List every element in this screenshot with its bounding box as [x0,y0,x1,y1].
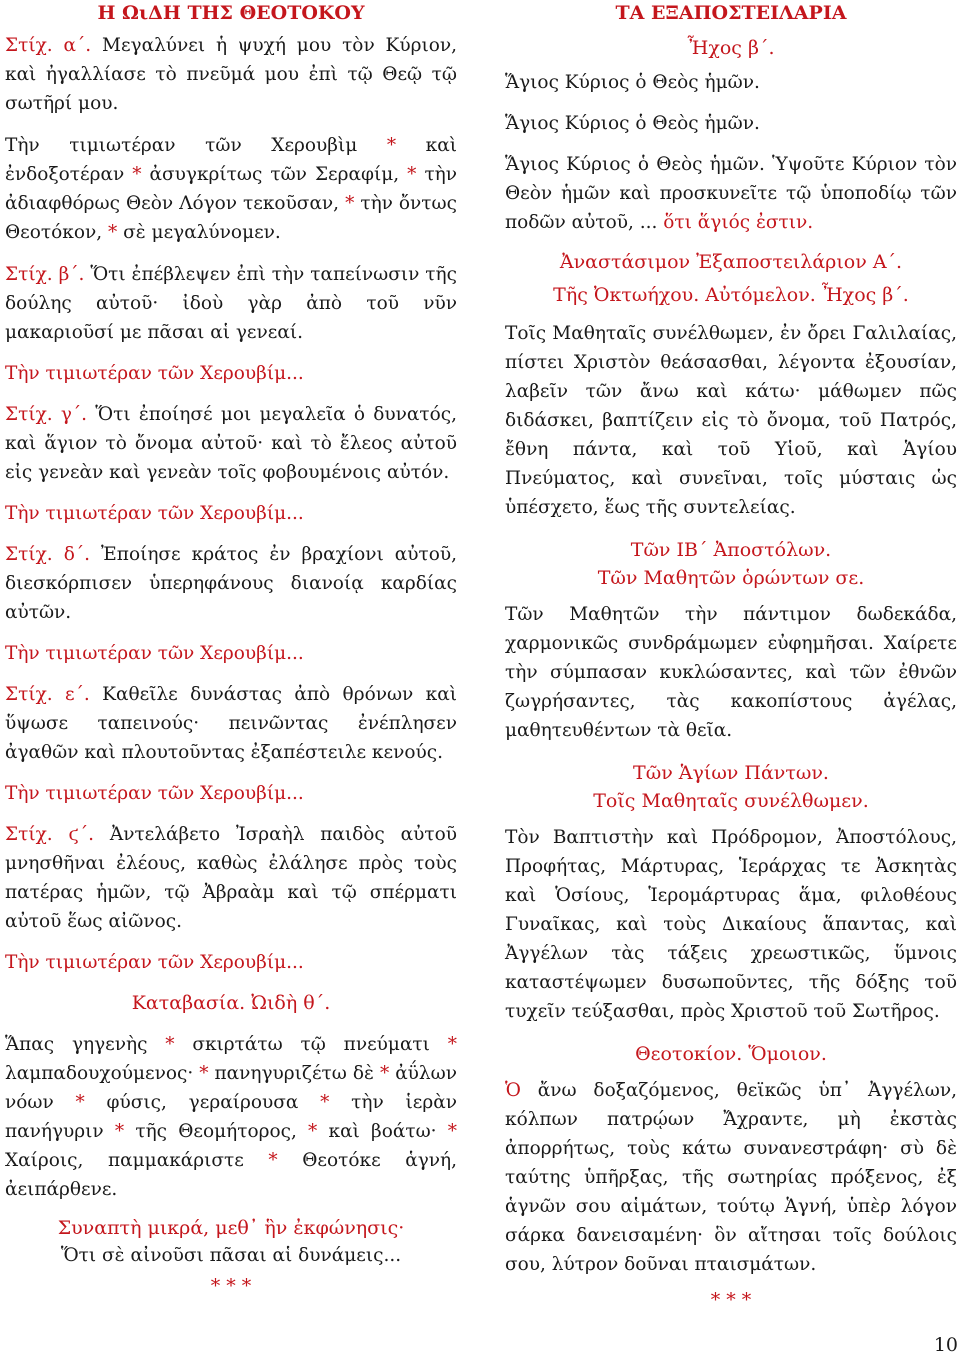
verse-4-label: Στίχ. δ΄. [5,544,90,565]
refrain-star: * [132,164,142,185]
verse-2-label: Στίχ. β΄. [5,264,85,285]
katavasia-star: * [114,1121,125,1142]
katavasia-star: * [447,1121,457,1142]
refrain-star: * [407,164,417,185]
katavasia-part: Θεοτόκε ἁγνή, ἀειπάρθενε. [5,1150,457,1200]
verse-6-label: Στίχ. ϛ΄. [5,824,94,845]
katavasia-part: σκιρτάτω τῷ πνεύματι [174,1034,448,1055]
katavasia-part: πανηγυριζέτω δὲ [208,1063,380,1084]
verse-6 [5,820,457,936]
katavasia-star: * [447,1034,457,1055]
page-number: 10 [933,1334,958,1356]
verse-5 [5,680,457,767]
page-title-right: ΤΑ ΕΞΑΠΟΣΤΕΙΛΑΡΙΑ [615,2,847,24]
verse-2 [5,260,457,347]
refrain-star: * [345,193,355,214]
katavasia-title: Καταβασία. Ὠιδὴ θ΄. [131,992,331,1014]
refrain-short-2: Τὴν τιμιωτέραν τῶν Χερουβίμ... [5,363,304,384]
katavasia-star: * [379,1063,390,1084]
verse-5-label: Στίχ. ε΄. [5,684,90,705]
katavasia-part: τὴν ἱερὰν πανήγυριν [5,1092,457,1142]
refrain-short-6: Τὴν τιμιωτέραν τῶν Χερουβίμ... [5,952,304,973]
refrain-part: ἀσυγκρίτως τῶν Σεραφίμ, [141,164,408,185]
apostles-text: Τῶν Μαθητῶν τὴν πάντιμον δωδεκάδα, χαρμονικῶς συνδράμωμεν εὐφημῆσαι. Χαίρετε τὴν σύμπασαν κυκλώσαντες, καὶ τῶν ἐθνῶν ζωγρήσαντες, τὰς κακοπίστους ἀγέλας, μαθητευθέντων τὰ θεῖα. [505,604,957,741]
verse-3-text: Ὅτι ἐποίησέ μοι μεγαλεῖα ὁ δυνατός, καὶ ἅγιον τὸ ὄνομα αὐτοῦ· καὶ τὸ ἔλεος αὐτοῦ εἰς γενεὰν καὶ γενεὰν τοῖς φοβουμένοις αὐτόν. [5,404,457,483]
agios-line-2: Ἅγιος Κύριος ὁ Θεὸς ἡμῶν. [505,113,760,134]
agios-line-1: Ἅγιος Κύριος ὁ Θεὸς ἡμῶν. [505,72,760,93]
katavasia-part: Ἅπας γηγενὴς [5,1034,166,1055]
refrain-short-4: Τὴν τιμιωτέραν τῶν Χερουβίμ... [5,643,304,664]
refrain-star: * [107,222,118,243]
exapostilarion-text: Τοῖς Μαθηταῖς συνέλθωμεν, ἐν ὄρει Γαλιλαίας, πίστει Χριστὸν θεάσασθαι, λέγοντα ἐξουσίαν, λαβεῖν τῶν ἄνω καὶ κάτω· μάθωμεν πῶς διδάσκει, βαπτίζειν εἰς τὸ ὄνομα, τοῦ Πατρός, ἔθνη πάντα, καὶ τοῦ Υἱοῦ, καὶ Ἁγίου Πνεύματος, καὶ συνεῖναι, τοῖς μύσταις ὡς ὑπέσχετο, ἕως τῆς συντελείας. [505,323,957,518]
katavasia-part: Χαίροις, παμμακάριστε [5,1150,269,1171]
refrain-part: καὶ ἐνδοξοτέραν [5,135,457,185]
page-title-left: Η ΩιΔΗ ΤΗΣ ΘΕΟΤΟΚΟΥ [97,2,365,24]
katavasia-part: φύσις, γεραίρουσα [84,1092,321,1113]
agios-3-rubric: ὅτι ἅγιός ἐστιν. [663,212,814,233]
verse-6-text: Ἀντελάβετο Ἰσραὴλ παιδὸς αὐτοῦ μνησθῆναι ἐλέους, καθὼς ἐλάλησε πρὸς τοὺς πατέρας ἡμῶν, τῷ Ἀβραὰμ καὶ τῷ σπέρματι αὐτοῦ ἕως αἰῶνος. [5,824,457,932]
verse-2-text: Ὅτι ἐπέβλεψεν ἐπὶ τὴν ταπείνωσιν τῆς δούλης αὐτοῦ· ἰδοὺ γὰρ ἀπὸ τοῦ νῦν μακαριοῦσί με πᾶσαι αἱ γενεαί. [5,264,457,343]
separator-left: * * * [210,1275,252,1297]
katavasia-star: * [308,1121,318,1142]
verse-3 [5,400,457,487]
theotokion-text [505,1076,957,1279]
katavasia-star: * [268,1150,278,1171]
refrain-short-5: Τὴν τιμιωτέραν τῶν Χερουβίμ... [5,783,304,804]
katavasia-text [5,1030,457,1204]
refrain-part: τὴν ὄντως Θεοτόκον, [5,193,457,243]
left-column [5,0,457,1299]
refrain-short-3: Τὴν τιμιωτέραν τῶν Χερουβίμ... [5,503,304,524]
allsaints-title: Τῶν Ἁγίων Πάντων. [633,762,829,784]
anastasimon-title: Ἀναστάσιμον Ἐξαποστειλάριον Α΄. [559,251,903,273]
verse-1-label: Στίχ. α΄. [5,35,92,56]
katavasia-star: * [199,1063,209,1084]
katavasia-part: λαμπαδουχούμενος· [5,1063,200,1084]
right-column [505,0,957,1313]
verse-1-text: Μεγαλύνει ἡ ψυχή μου τὸν Κύριον, καὶ ἠγαλλίασε τὸ πνεῦμά μου ἐπὶ τῷ Θεῷ τῷ σωτῆρί μου. [5,35,457,114]
katavasia-star: * [75,1092,85,1113]
agios-3-text: Ἅγιος Κύριος ὁ Θεὸς ἡμῶν. Ὑψοῦτε Κύριον τὸν Θεὸν ἡμῶν καὶ προσκυνεῖτε τῷ ὑποποδίῳ τῶν ποδῶν αὐτοῦ, ... [505,154,957,233]
verse-5-text: Καθεῖλε δυνάστας ἀπὸ θρόνων καὶ ὕψωσε ταπεινούς· πεινῶντας ἐνέπλησεν ἀγαθῶν καὶ πλουτοῦντας ἐξαπέστειλε κενούς. [5,684,457,763]
apostles-title: Τῶν ΙΒ΄ Ἀποστόλων. [630,539,832,561]
allsaints-text: Τὸν Βαπτιστὴν καὶ Πρόδρομον, Ἀποστόλους, Προφήτας, Μάρτυρας, Ἱεράρχας τε Ἀσκητὰς καὶ Ὁσίους, Ἱερομάρτυρας ἅμα, φιλοθέους Γυναῖκας, καὶ τοὺς Δικαίους ἅπαντας, καὶ Ἀγγέλων τὰς τάξεις χρεωστικῶς, ὕμνοις καταστέψωμεν δυσωποῦντες, τῆς δόξης τοῦ τυχεῖν τεύξασθαι, πρὸς Χριστοῦ τοῦ Σωτῆρος. [505,827,957,1022]
synapti-title: Συναπτὴ μικρά, μεθ᾽ ἣν ἐκφώνησις· [57,1217,405,1239]
agios-line-3 [505,150,957,237]
verse-4-text: Ἐποίησε κράτος ἐν βραχίονι αὐτοῦ, διεσκόρπισεν ὑπερηφάνους διανοίᾳ καρδίας αὐτῶν. [5,544,457,623]
separator-right: * * * [710,1289,752,1311]
theotokion-initial: Ὁ [505,1080,521,1101]
theotokion-title: Θεοτοκίον. Ὅμοιον. [635,1043,827,1065]
apostles-subtitle: Τῶν Μαθητῶν ὁρώντων σε. [597,567,865,589]
oktoichos-title: Τῆς Ὀκτωήχου. Αὐτόμελον. Ἦχος β΄. [553,284,909,306]
verse-4 [5,540,457,627]
echos-label: Ἦχος β΄. [687,37,775,59]
katavasia-star: * [320,1092,330,1113]
refrain-part: Τὴν τιμιωτέραν τῶν Χερουβὶμ [5,135,387,156]
ekfonisis: Ὅτι σὲ αἰνοῦσι πᾶσαι αἱ δυνάμεις... [60,1245,402,1266]
katavasia-part: καὶ βοάτω· [317,1121,448,1142]
katavasia-part: ἀΰλων νόων [5,1063,457,1113]
katavasia-star: * [165,1034,175,1055]
refrain-full [5,131,457,247]
theotokion-body: ἄνω δοξαζόμενος, θεϊκῶς ὑπ᾽ Ἀγγέλων, κόλπων πατρῴων Ἄχραντε, μὴ ἐκστὰς ἀπορρήτως, τοὺς κάτω συνανεστράφη· σὺ δὲ ταύτης ὑπῆρξας, τῆς σωτηρίας πρόξενος, ἐξ ἁγνῶν σου αἱμάτων, τούτῳ Ἁγνή, ὑπὲρ λόγον σάρκα δανεισαμένη· ὃν αἴτησαι τοῖς δούλοις σου, λύτρον δοῦναι πταισμάτων. [505,1080,957,1275]
verse-3-label: Στίχ. γ΄. [5,404,88,425]
refrain-part: τὴν ἀδιαφθόρως Θεὸν Λόγον τεκοῦσαν, [5,164,458,214]
refrain-part: σὲ μεγαλύνομεν. [117,222,281,243]
allsaints-subtitle: Τοῖς Μαθηταῖς συνέλθωμεν. [593,790,869,812]
katavasia-part: τῆς Θεομήτορος, [124,1121,309,1142]
verse-1 [5,31,457,118]
refrain-star: * [386,135,397,156]
